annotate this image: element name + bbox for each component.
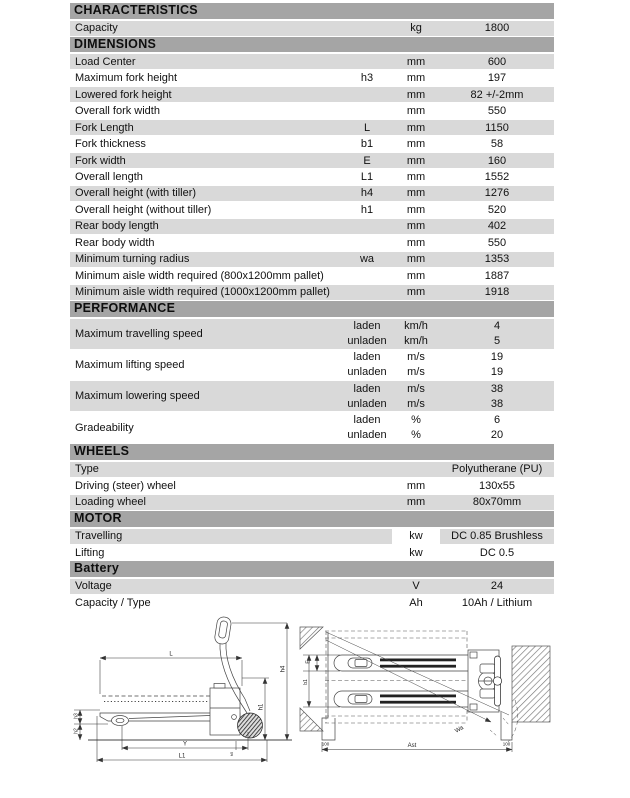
technical-drawings	[60, 612, 570, 798]
spec-unit: m/s	[407, 366, 425, 379]
dim-label-margin-right: 100	[502, 741, 511, 747]
spec-symbol: b1	[360, 138, 374, 151]
spec-row	[70, 170, 554, 185]
spec-value: 1150	[485, 121, 509, 134]
spec-value: 58	[490, 138, 504, 151]
spec-condition: unladen	[347, 397, 387, 410]
spec-value: 197	[487, 72, 507, 85]
spec-label: Overall length	[75, 171, 143, 183]
spec-unit: Ah	[409, 596, 423, 609]
spec-label: Lifting	[75, 546, 105, 559]
spec-value: 4	[493, 320, 501, 332]
spec-row	[70, 478, 554, 493]
dim-label-Wa: Wa	[454, 725, 465, 735]
spec-symbol	[342, 21, 392, 36]
spec-row	[70, 186, 554, 201]
spec-unit: mm	[406, 138, 426, 151]
spec-symbol	[342, 87, 392, 102]
spec-unit: mm	[406, 72, 426, 85]
spec-unit: mm	[406, 88, 426, 101]
spec-value: 20	[490, 429, 504, 442]
spec-value: 600	[487, 55, 507, 68]
spec-symbol: h4	[360, 187, 374, 200]
spec-unit: mm	[406, 121, 426, 134]
spec-value: 520	[487, 203, 507, 216]
spec-unit	[392, 462, 440, 477]
dim-label-L1: L1	[178, 753, 186, 760]
spec-label: Gradeability	[75, 421, 134, 434]
spec-unit: mm	[406, 105, 426, 118]
spec-value: 19	[490, 351, 504, 364]
spec-value: 550	[487, 236, 507, 249]
spec-value: 19	[490, 366, 504, 379]
dim-label-b1: b1	[303, 679, 309, 685]
spec-symbol: h1	[360, 203, 374, 216]
drive-wheel	[238, 713, 263, 738]
spec-value: 82 +/-2mm	[470, 88, 524, 101]
spec-unit: mm	[406, 286, 426, 299]
spec-value: 130x55	[478, 479, 516, 492]
spec-label: Minimum turning radius	[75, 253, 190, 266]
spec-row	[70, 153, 554, 168]
spec-row	[70, 120, 554, 135]
tiller-grip	[214, 616, 232, 645]
spec-unit: %	[411, 429, 421, 442]
spec-label: Voltage	[75, 580, 112, 593]
spec-group	[70, 350, 554, 380]
spec-label: Capacity	[75, 22, 118, 34]
spec-value: DC 0.85 Brushless	[440, 529, 554, 544]
spec-row	[70, 462, 554, 477]
spec-unit: km/h	[404, 335, 428, 347]
spec-symbol	[342, 235, 392, 250]
section-header-performance: PERFORMANCE	[70, 301, 554, 317]
dim-label-h4: h4	[280, 665, 287, 673]
spec-symbol	[342, 54, 392, 69]
pallet-dashed-outline	[325, 631, 467, 723]
spec-value: 80x70mm	[472, 496, 522, 509]
spec-symbol	[342, 595, 392, 610]
spec-value: DC 0.5	[479, 546, 515, 559]
steer-wheel-upper	[480, 664, 495, 673]
spec-condition: unladen	[347, 366, 387, 379]
spec-table	[70, 3, 554, 612]
spec-label: Fork Length	[75, 121, 134, 134]
section-header-battery: Battery	[70, 561, 554, 577]
spec-symbol: L	[363, 121, 371, 134]
spec-unit: mm	[406, 496, 426, 509]
spec-label: Maximum fork height	[75, 72, 178, 85]
spec-symbol	[342, 478, 392, 493]
spec-row	[70, 495, 554, 510]
spec-row	[70, 579, 554, 594]
dim-label-Ast: Ast	[407, 743, 417, 749]
spec-unit: mm	[406, 171, 426, 183]
fork-bottom	[334, 691, 470, 707]
section-header-motor: MOTOR	[70, 511, 554, 527]
spec-label: Load Center	[75, 55, 136, 68]
spec-symbol	[342, 545, 392, 560]
spec-value: 402	[487, 220, 507, 233]
fork-top	[334, 655, 470, 671]
spec-value: Polyutherane (PU)	[451, 463, 543, 476]
spec-row	[70, 219, 554, 234]
spec-label: Overall height (without tiller)	[75, 203, 212, 216]
spec-value: 38	[490, 397, 504, 410]
spec-label: Driving (steer) wheel	[75, 479, 176, 492]
dim-label-Y: Y	[182, 741, 188, 748]
dim-label-margin-left: 100	[321, 741, 330, 747]
spec-symbol	[342, 104, 392, 119]
spec-row	[70, 54, 554, 69]
spec-label: Minimum aisle width required (800x1200mm pallet)	[75, 269, 324, 282]
spec-symbol	[342, 495, 392, 510]
spec-value: 1276	[484, 187, 510, 200]
spec-row	[70, 202, 554, 217]
spec-symbol	[342, 268, 392, 283]
spec-condition: unladen	[347, 429, 387, 442]
spec-value: 1353	[484, 253, 510, 266]
spec-label: Lowered fork height	[75, 88, 172, 101]
spec-row	[70, 268, 554, 283]
spec-label: Rear body width	[75, 236, 155, 249]
dim-label-h5: h5	[229, 751, 234, 757]
wall-corner-bottom-left	[300, 708, 323, 731]
spec-group	[70, 413, 554, 443]
spec-label: Maximum travelling speed	[75, 327, 203, 340]
spec-unit: mm	[406, 203, 426, 216]
spec-unit: m/s	[407, 351, 425, 364]
spec-condition: laden	[353, 320, 381, 332]
spec-label: Overall fork width	[75, 105, 160, 118]
spec-label: Overall height (with tiller)	[75, 187, 197, 200]
section-header-dimensions: DIMENSIONS	[70, 37, 554, 53]
spec-symbol: E	[363, 154, 371, 167]
dim-label-L: L	[169, 651, 173, 658]
spec-unit: V	[412, 580, 420, 593]
spec-value: 1887	[484, 269, 510, 282]
turning-tick-2	[503, 718, 509, 725]
spec-value: 1918	[484, 286, 510, 299]
spec-value: 6	[493, 414, 501, 427]
spec-condition: laden	[353, 351, 381, 364]
wall-corner-top-left	[300, 627, 323, 649]
spec-symbol: wa	[359, 253, 375, 266]
spec-condition: laden	[353, 414, 381, 427]
spec-row	[70, 21, 554, 36]
spec-value: 1800	[484, 22, 510, 34]
steer-wheel-lower	[480, 689, 495, 698]
spec-row	[70, 71, 554, 86]
spec-group	[70, 319, 554, 349]
spec-unit: kw	[409, 546, 423, 559]
spec-label: Maximum lowering speed	[75, 390, 200, 403]
spec-value: 5	[493, 335, 501, 347]
spec-label: Capacity / Type	[75, 596, 151, 609]
spec-symbol	[342, 462, 392, 477]
dim-label-h2: h2	[73, 728, 80, 734]
spec-value: 1552	[484, 171, 510, 183]
spec-label: Type	[75, 463, 99, 476]
spec-condition: unladen	[347, 335, 387, 347]
spec-unit: mm	[406, 269, 426, 282]
spec-unit: mm	[406, 55, 426, 68]
turning-tick-1	[490, 730, 497, 736]
spec-row	[70, 595, 554, 610]
spec-label: Rear body length	[75, 220, 159, 233]
spec-row	[70, 529, 554, 544]
spec-label: Fork thickness	[75, 138, 146, 151]
spec-unit: mm	[406, 253, 426, 266]
spec-unit: kw	[409, 530, 423, 543]
spec-row	[70, 235, 554, 250]
chassis-cap	[214, 684, 225, 689]
turning-line-inner	[326, 640, 491, 722]
spec-unit: kg	[410, 22, 422, 34]
spec-unit: mm	[406, 187, 426, 200]
spec-condition: laden	[353, 382, 381, 395]
spec-row	[70, 252, 554, 267]
spec-row	[70, 285, 554, 300]
spec-unit: mm	[406, 479, 426, 492]
side-view-dimensions	[74, 623, 288, 762]
spec-label: Minimum aisle width required (1000x1200mm pallet)	[75, 286, 330, 299]
spec-value: 10Ah / Lithium	[461, 596, 533, 609]
spec-label: Travelling	[70, 529, 342, 544]
spec-unit: m/s	[407, 397, 425, 410]
spec-symbol	[342, 285, 392, 300]
dim-label-h1: h1	[258, 703, 265, 711]
spec-symbol: h3	[360, 72, 374, 85]
spec-symbol	[342, 579, 392, 594]
fork-rails	[380, 659, 456, 704]
spec-unit: mm	[406, 236, 426, 249]
spec-unit: m/s	[407, 382, 425, 395]
spec-value: 160	[487, 154, 507, 167]
aisle-boundary-left	[322, 632, 335, 740]
spec-value: 550	[487, 105, 507, 118]
spec-row	[70, 87, 554, 102]
section-header-characteristics: CHARACTERISTICS	[70, 3, 554, 19]
spec-unit: %	[411, 414, 421, 427]
top-view-drawing	[300, 627, 550, 742]
spec-unit: km/h	[404, 320, 428, 332]
spec-unit: mm	[406, 154, 426, 167]
dim-label-h3: h3	[73, 713, 80, 719]
spec-unit: mm	[406, 220, 426, 233]
spec-value: 24	[490, 580, 504, 593]
tiller-hub-top-view	[493, 677, 501, 685]
dim-label-E: E	[305, 660, 312, 664]
spec-symbol: L1	[360, 171, 374, 183]
section-header-wheels: WHEELS	[70, 444, 554, 460]
load-wheel	[112, 716, 129, 726]
spec-row	[70, 545, 554, 560]
spec-value: 38	[490, 382, 504, 395]
spec-label: Fork width	[75, 154, 126, 167]
spec-label: Loading wheel	[75, 496, 146, 509]
spec-row	[70, 137, 554, 152]
spec-group	[70, 381, 554, 411]
spec-symbol	[342, 529, 392, 544]
spec-symbol	[342, 219, 392, 234]
spec-row	[70, 104, 554, 119]
aisle-boundary-right	[501, 712, 512, 740]
spec-label: Maximum lifting speed	[75, 358, 185, 371]
